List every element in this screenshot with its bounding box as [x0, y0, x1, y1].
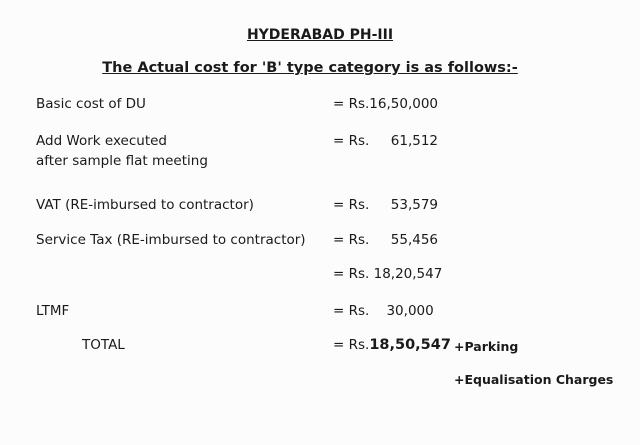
- row-value-basic-cost: = Rs.16,50,000: [333, 96, 439, 112]
- document-subtitle: The Actual cost for 'B' type category is as follows:-: [102, 60, 518, 76]
- row-label-ltmf: LTMF: [36, 303, 70, 319]
- total-value: [333, 335, 451, 355]
- row-label-add-work-line2: after sample flat meeting: [36, 153, 208, 169]
- total-label: TOTAL: [82, 337, 125, 353]
- row-label-basic-cost: Basic cost of DU: [36, 96, 146, 112]
- document-title: HYDERABAD PH-III: [246, 27, 394, 43]
- row-label-vat: VAT (RE-imbursed to contractor): [36, 197, 254, 213]
- parking-note: +Parking: [454, 339, 519, 354]
- row-value-vat: = Rs. 53,579: [333, 197, 439, 213]
- equalisation-note: +Equalisation Charges: [454, 372, 614, 387]
- total-prefix: = Rs.: [333, 337, 370, 353]
- total-amount: 18,50,547: [369, 337, 451, 353]
- row-value-service-tax: = Rs. 55,456: [333, 232, 439, 248]
- row-value-ltmf: = Rs. 30,000: [333, 303, 434, 319]
- row-label-service-tax: Service Tax (RE-imbursed to contractor): [36, 232, 306, 248]
- row-label-add-work: Add Work executed: [36, 133, 167, 149]
- row-value-subtotal: = Rs. 18,20,547: [333, 266, 443, 282]
- row-value-add-work: = Rs. 61,512: [333, 133, 439, 149]
